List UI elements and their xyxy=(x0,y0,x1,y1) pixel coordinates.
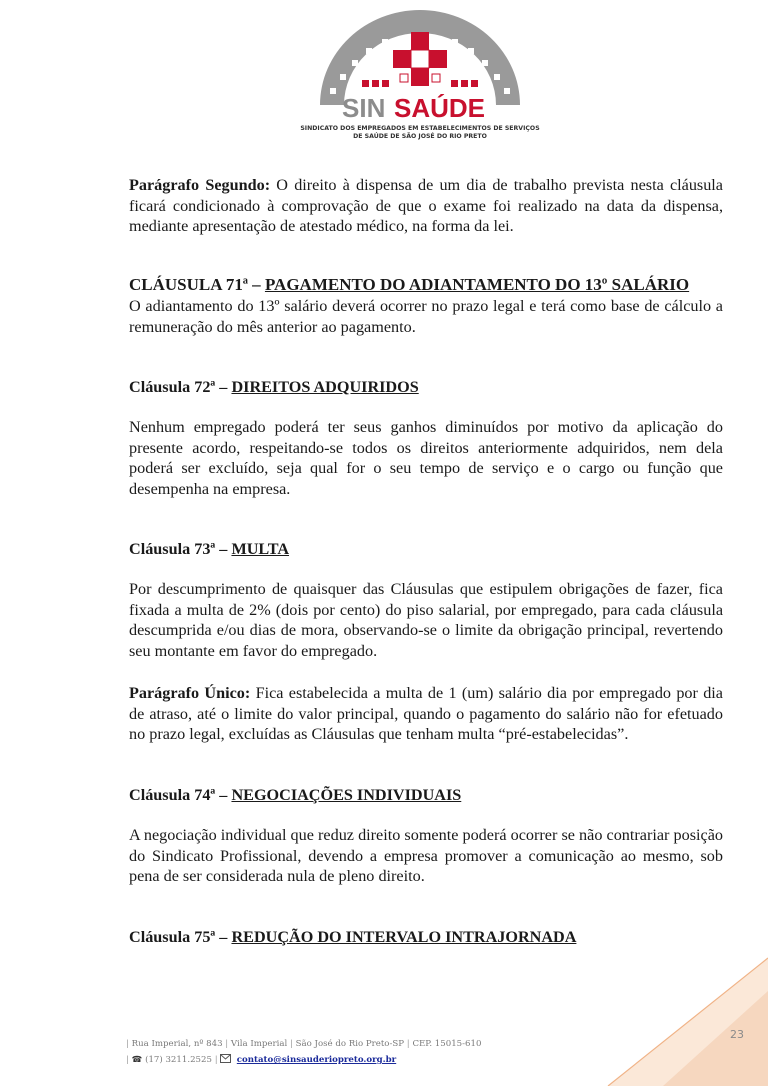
clausula-71-heading xyxy=(129,275,729,296)
footer-address-cep: CEP. 15015-610 xyxy=(412,1039,482,1049)
paragrafo-unico-label: Parágrafo Único: xyxy=(129,684,251,702)
footer-contact-line: | ☎ (17) 3211.2525 | contato@sinsauderiopreto.org.br xyxy=(126,1055,397,1065)
clausula-75-prefix: Cláusula 75ª – xyxy=(129,928,232,946)
clausula-75-title: REDUÇÃO DO INTERVALO INTRAJORNADA xyxy=(231,928,577,946)
footer-address-street: Rua Imperial, nº 843 xyxy=(131,1039,223,1049)
clausula-73-heading xyxy=(129,539,729,560)
footer-address-district: Vila Imperial xyxy=(230,1039,288,1049)
footer-email-link[interactable]: contato@sinsauderiopreto.org.br xyxy=(236,1055,397,1065)
clausula-72-title: DIREITOS ADQUIRIDOS xyxy=(231,378,419,396)
paragrafo-segundo-text: O direito à dispensa de um dia de trabalho prevista nesta cláusula ficará condicionado à comprovação de que o exame foi realizado na data da dispensa, mediante apresentação de atestado médico, na forma da lei. xyxy=(129,176,723,235)
clausula-74-title: NEGOCIAÇÕES INDIVIDUAIS xyxy=(231,786,462,804)
logo-brand-left: SIN xyxy=(342,93,386,123)
footer xyxy=(126,1036,481,1068)
clausula-72-heading xyxy=(129,377,729,398)
logo-tagline-1: SINDICATO DOS EMPREGADOS EM ESTABELECIMENTOS DE SERVIÇOS xyxy=(300,125,540,132)
clausula-73-prefix: Cláusula 73ª – xyxy=(129,540,232,558)
clausula-74-heading xyxy=(129,785,729,806)
logo-tagline-2: DE SAÚDE DE SÃO JOSÉ DO RIO PRETO xyxy=(353,133,487,140)
clausula-74-text: A negociação individual que reduz direito somente poderá ocorrer se não contrariar posição do Sindicato Profissional, devendo a empresa promover a comunicação ao mesmo, sob pena de ser considerada nula de pleno direito. xyxy=(129,826,723,885)
paragrafo-segundo xyxy=(129,175,723,237)
footer-address-line: | Rua Imperial, nº 843 | Vila Imperial | São José do Rio Preto-SP | CEP. 15015-610 xyxy=(126,1039,482,1049)
sinsaude-logo xyxy=(300,10,540,160)
logo-cross xyxy=(393,32,447,86)
footer-phone: (17) 3211.2525 xyxy=(145,1055,212,1065)
paragrafo-unico xyxy=(129,683,723,745)
clausula-73-title: MULTA xyxy=(231,540,290,558)
phone-icon: ☎ xyxy=(131,1055,143,1065)
clausula-74-prefix: Cláusula 74ª – xyxy=(129,786,232,804)
paragrafo-segundo-label: Parágrafo Segundo: xyxy=(129,176,271,194)
footer-address-city: São José do Rio Preto-SP xyxy=(295,1039,405,1049)
clausula-71-text: O adiantamento do 13º salário deverá ocorrer no prazo legal e terá como base de cálculo a remuneração do mês anterior ao pagamento. xyxy=(129,297,723,336)
page-number: 23 xyxy=(730,1028,744,1041)
logo-brand-right: SAÚDE xyxy=(394,93,486,123)
clausula-72-prefix: Cláusula 72ª – xyxy=(129,378,232,396)
envelope-icon xyxy=(220,1054,231,1063)
clausula-72-text: Nenhum empregado poderá ter seus ganhos diminuídos por motivo da aplicação do presente acordo, respeitando-se todos os direitos anteriormente adquiridos, nem dela poderá ser excluído, seja qual for o seu tempo de serviço e o cargo ou função que desempenha na empresa. xyxy=(129,418,723,498)
paragrafo-unico-text: Fica estabelecida a multa de 1 (um) salário dia por empregado por dia de atraso, até o limite do valor principal, quando o pagamento do salário não for efetuado no prazo legal, excluídas as Cláusulas que tenham multa “pré-estabelecidas”. xyxy=(129,684,723,743)
clausula-71-title: PAGAMENTO DO ADIANTAMENTO DO 13º SALÁRIO xyxy=(264,275,690,294)
corner-decoration xyxy=(568,936,768,1086)
clausula-73-text: Por descumprimento de quaisquer das Cláusulas que estipulem obrigações de fazer, fica fixada a multa de 2% (dois por cento) do piso salarial, por empregado, para cada cláusula descumprida e/ou dias de mora, observando-se o limite da obrigação principal, revertendo seu montante em favor do empregado. xyxy=(129,580,723,660)
clausula-71-prefix: CLÁUSULA 71ª – xyxy=(129,275,265,294)
